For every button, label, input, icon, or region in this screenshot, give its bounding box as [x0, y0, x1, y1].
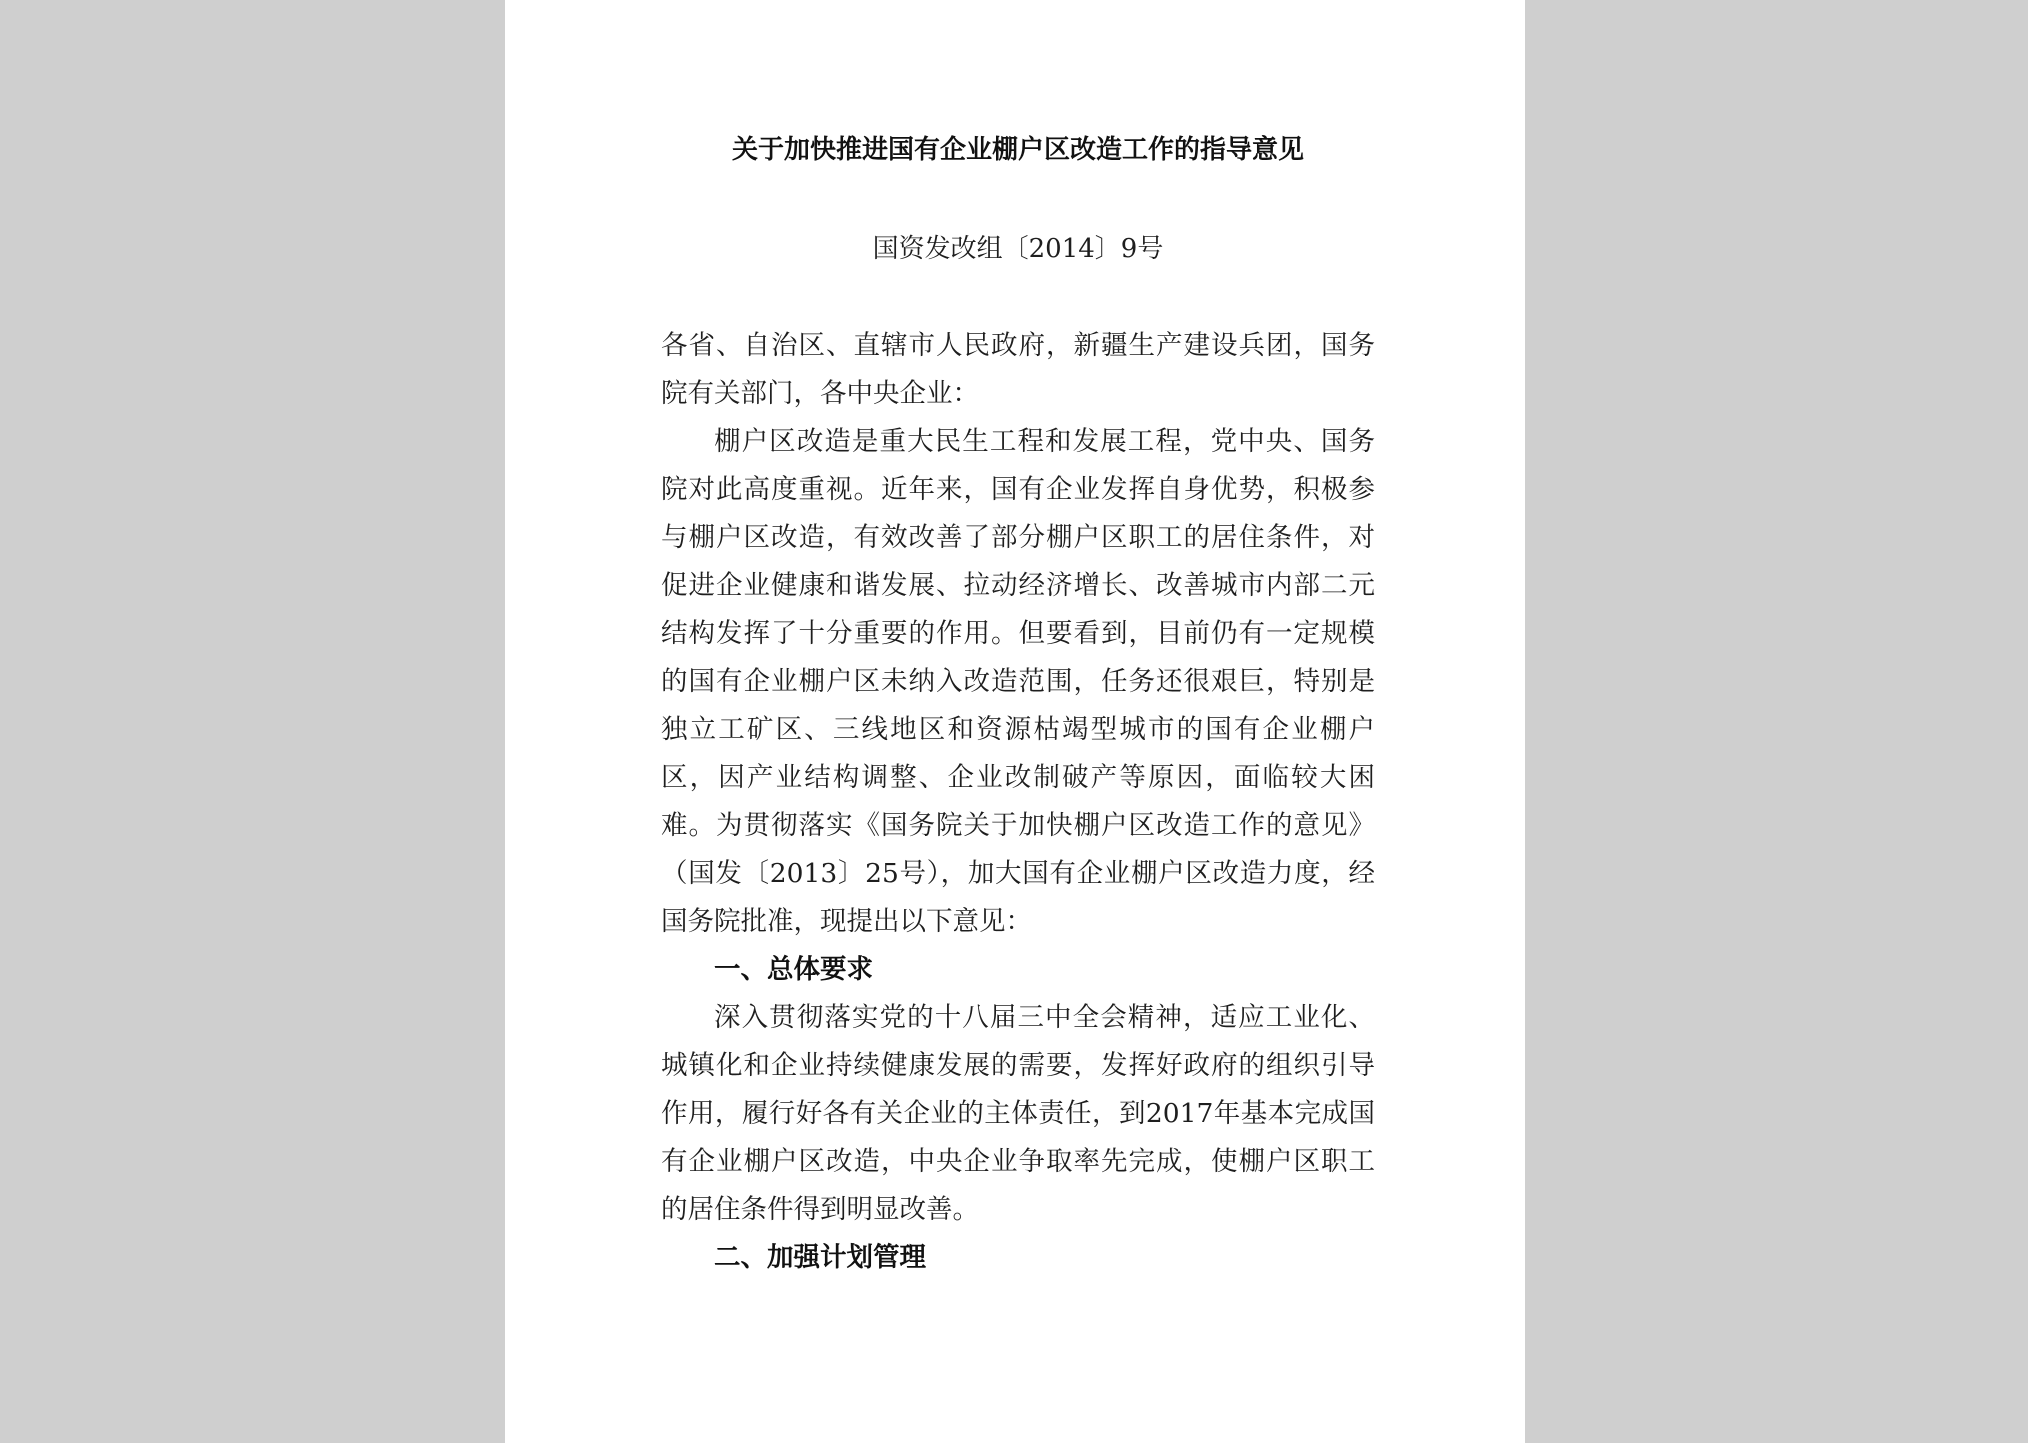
document-number: 国资发改组〔2014〕9号 — [872, 234, 1164, 264]
salutation: 各省、自治区、直辖市人民政府，新疆生产建设兵团，国务院有关部门，各中央企业： — [661, 330, 1375, 409]
paragraph-general-requirements: 深入贯彻落实党的十八届三中全会精神，适应工业化、城镇化和企业持续健康发展的需要，发挥好政府的组织引导作用，履行好各有关企业的主体责任，到2017年基本完成国有企业棚户区改造，中央企业争取率先完成，使棚户区职工的居住条件得到明显改善。 — [661, 1002, 1375, 1225]
document-page — [505, 0, 1525, 1443]
document-body — [661, 322, 1375, 1282]
section-heading-2: 二、加强计划管理 — [714, 1242, 926, 1273]
paragraph-intro: 棚户区改造是重大民生工程和发展工程，党中央、国务院对此高度重视。近年来，国有企业发挥自身优势，积极参与棚户区改造，有效改善了部分棚户区职工的居住条件，对促进企业健康和谐发展、拉动经济增长、改善城市内部二元结构发挥了十分重要的作用。但要看到，目前仍有一定规模的国有企业棚户区未纳入改造范围，任务还很艰巨，特别是独立工矿区、三线地区和资源枯竭型城市的国有企业棚户区，因产业结构调整、企业改制破产等原因，面临较大困难。为贯彻落实《国务院关于加快棚户区改造工作的意见》（国发〔2013〕25号），加大国有企业棚户区改造力度，经国务院批准，现提出以下意见： — [661, 426, 1375, 937]
document-title: 关于加快推进国有企业棚户区改造工作的指导意见 — [731, 135, 1304, 165]
section-heading-1: 一、总体要求 — [714, 954, 873, 985]
